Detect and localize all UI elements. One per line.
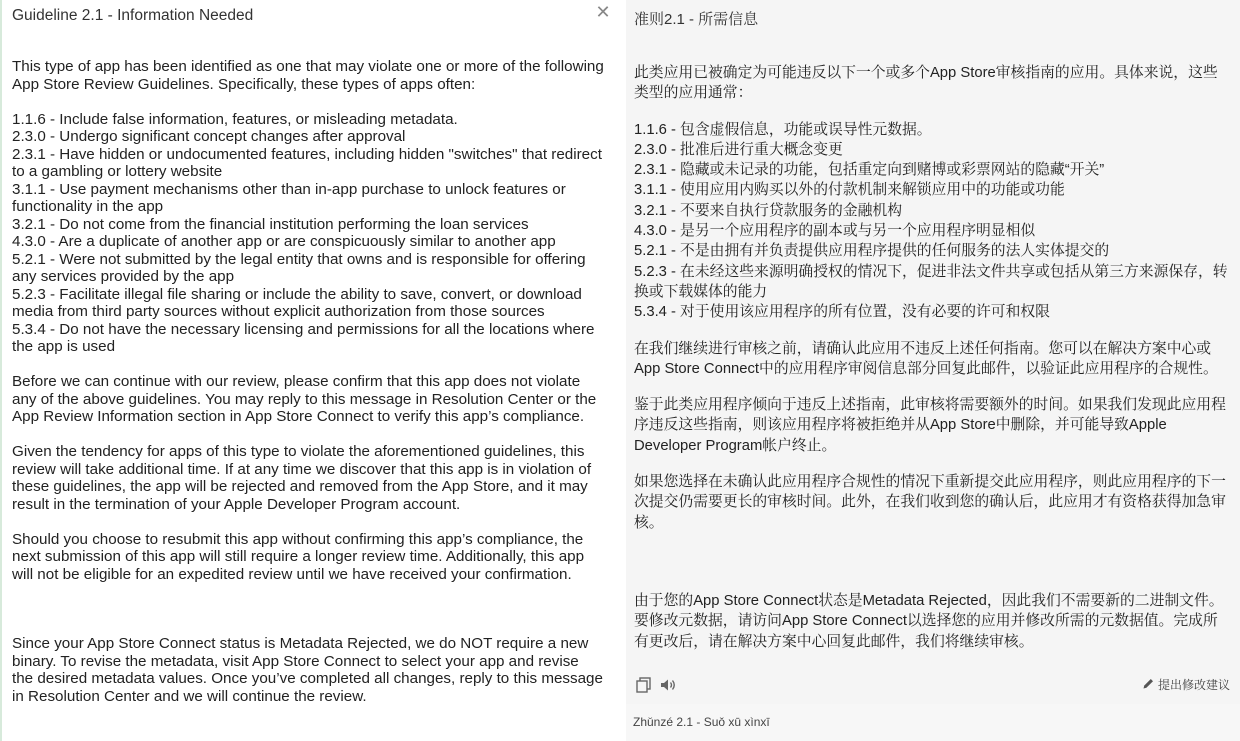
close-icon[interactable]: ✕ <box>595 2 611 22</box>
translation-content <box>626 0 1240 704</box>
translation-item: 3.2.1 - 不要来自执行贷款服务的金融机构 <box>634 202 903 219</box>
translation-toolbar <box>626 672 1240 700</box>
translation-para-resubmit: 如果您选择在未确认此应用程序合规性的情况下重新提交此应用程序，则此应用程序的下一次提交仍需要更长的审核时间。此外，在我们收到您的确认后，此应用才有资格获得加急审核。 <box>634 474 1226 531</box>
suggest-edit-button[interactable] <box>1142 676 1230 693</box>
source-item: 5.2.1 - Were not submitted by the legal entity that owns and is responsible for offering any services provided by the app <box>12 250 586 285</box>
translation-item: 2.3.0 - 批准后进行重大概念变更 <box>634 141 843 158</box>
translation-item: 1.1.6 - 包含虚假信息，功能或误导性元数据。 <box>634 121 932 138</box>
source-item: 4.3.0 - Are a duplicate of another app or are conspicuously similar to another app <box>12 233 556 250</box>
suggest-edit-label: 提出修改建议 <box>1157 678 1230 692</box>
source-item: 2.3.1 - Have hidden or undocumented features, including hidden "switches" that redirect to a gambling or lottery website <box>12 145 602 180</box>
source-para-resubmit: Should you choose to resubmit this app without confirming this app’s compliance, the next submission of this app will still require a longer review time. Additionally, this app will not be eligible for an expedited review until we have received your confirmation. <box>12 530 585 583</box>
translation-item: 2.3.1 - 隐藏或未记录的功能，包括重定向到赌博或彩票网站的隐藏“开关” <box>634 162 1105 179</box>
translation-intro: 此类应用已被确定为可能违反以下一个或多个App Store审核指南的应用。具体来说，这些类型的应用通常： <box>634 65 1218 102</box>
translation-para-confirm: 在我们继续进行审核之前，请确认此应用不违反上述任何指南。您可以在解决方案中心或App Store Connect中的应用程序审阅信息部分回复此邮件，以验证此应用程序的合规性。 <box>634 340 1218 377</box>
source-item: 3.1.1 - Use payment mechanisms other than in-app purchase to unlock features or functionality in the app <box>12 180 566 215</box>
copy-icon[interactable] <box>634 675 654 695</box>
translation-title: 准则2.1 - 所需信息 <box>634 11 759 28</box>
translation-item: 4.3.0 - 是另一个应用程序的副本或与另一个应用程序明显相似 <box>634 223 1036 240</box>
translation-para-tendency: 鉴于此类应用程序倾向于违反上述指南，此审核将需要额外的时间。如果我们发现此应用程序违反这些指南，则该应用程序将被拒绝并从App Store中删除，并可能导致Apple Developer Program帐户终止。 <box>634 397 1226 454</box>
source-item: 5.2.3 - Facilitate illegal file sharing or include the ability to save, convert, or download media from third party sources without explicit authorization from those sources <box>12 285 582 320</box>
source-para-tendency: Given the tendency for apps of this type to violate the aforementioned guidelines, this review will take additional time. If at any time we discover that this app is in violation of these guidelines, the app will be rejected and removed from the App Store, and it may result in the termination of your Apple Developer Program account. <box>12 443 592 513</box>
source-item: 2.3.0 - Undergo significant concept changes after approval <box>12 128 406 145</box>
translation-body <box>634 63 1232 652</box>
source-item: 1.1.6 - Include false information, features, or misleading metadata. <box>12 110 458 128</box>
speaker-icon[interactable] <box>658 675 678 695</box>
source-item: 5.3.4 - Do not have the necessary licensing and permissions for all the locations where the app is used <box>12 320 595 355</box>
translation-item: 5.3.4 - 对于使用该应用程序的所有位置，没有必要的许可和权限 <box>634 304 1050 321</box>
source-item: 3.2.1 - Do not come from the financial institution performing the loan services <box>12 215 529 233</box>
translation-para-status: 由于您的App Store Connect状态是Metadata Rejected，因此我们不需要新的二进制文件。要修改元数据，请访问App Store Connect以选择您的应用并修改所需的元数据值。完成所有更改后，请在解决方案中心回复此邮件，我们将继续审核。 <box>634 592 1224 650</box>
source-para-confirm: Before we can continue with our review, please confirm that this app does not violate any of the above guidelines. You may reply to this message in Resolution Center or the App Review Information section in App Store Connect to verify this app’s compliance. <box>12 373 597 425</box>
pencil-icon <box>1142 677 1155 693</box>
translation-item: 5.2.3 - 在未经这些来源明确授权的情况下，促进非法文件共享或包括从第三方来源保存，转换或下载媒体的能力 <box>634 263 1228 300</box>
translation-item: 5.2.1 - 不是由拥有并负责提供应用程序提供的任何服务的法人实体提交的 <box>634 243 1110 260</box>
source-para-status: Since your App Store Connect status is Metadata Rejected, we do NOT require a new binary. To revise the metadata, visit App Store Connect to select your app and revise the desired metadata values. Once you’ve completed all changes, reply to this message in Resolution Center and we will continue the review. <box>12 635 603 705</box>
translation-item: 3.1.1 - 使用应用内购买以外的付款机制来解锁应用中的功能或功能 <box>634 182 1065 199</box>
translation-romanization: Zhǔnzé 2.1 - Suǒ xū xìnxī <box>633 715 770 729</box>
source-intro: This type of app has been identified as one that may violate one or more of the following App Store Review Guidelines. Specifically, these types of apps often: <box>12 58 604 93</box>
translation-pane <box>626 0 1240 741</box>
source-body <box>12 58 604 705</box>
source-text-pane[interactable] <box>0 0 612 741</box>
source-title: Guideline 2.1 - Information Needed <box>12 7 254 24</box>
